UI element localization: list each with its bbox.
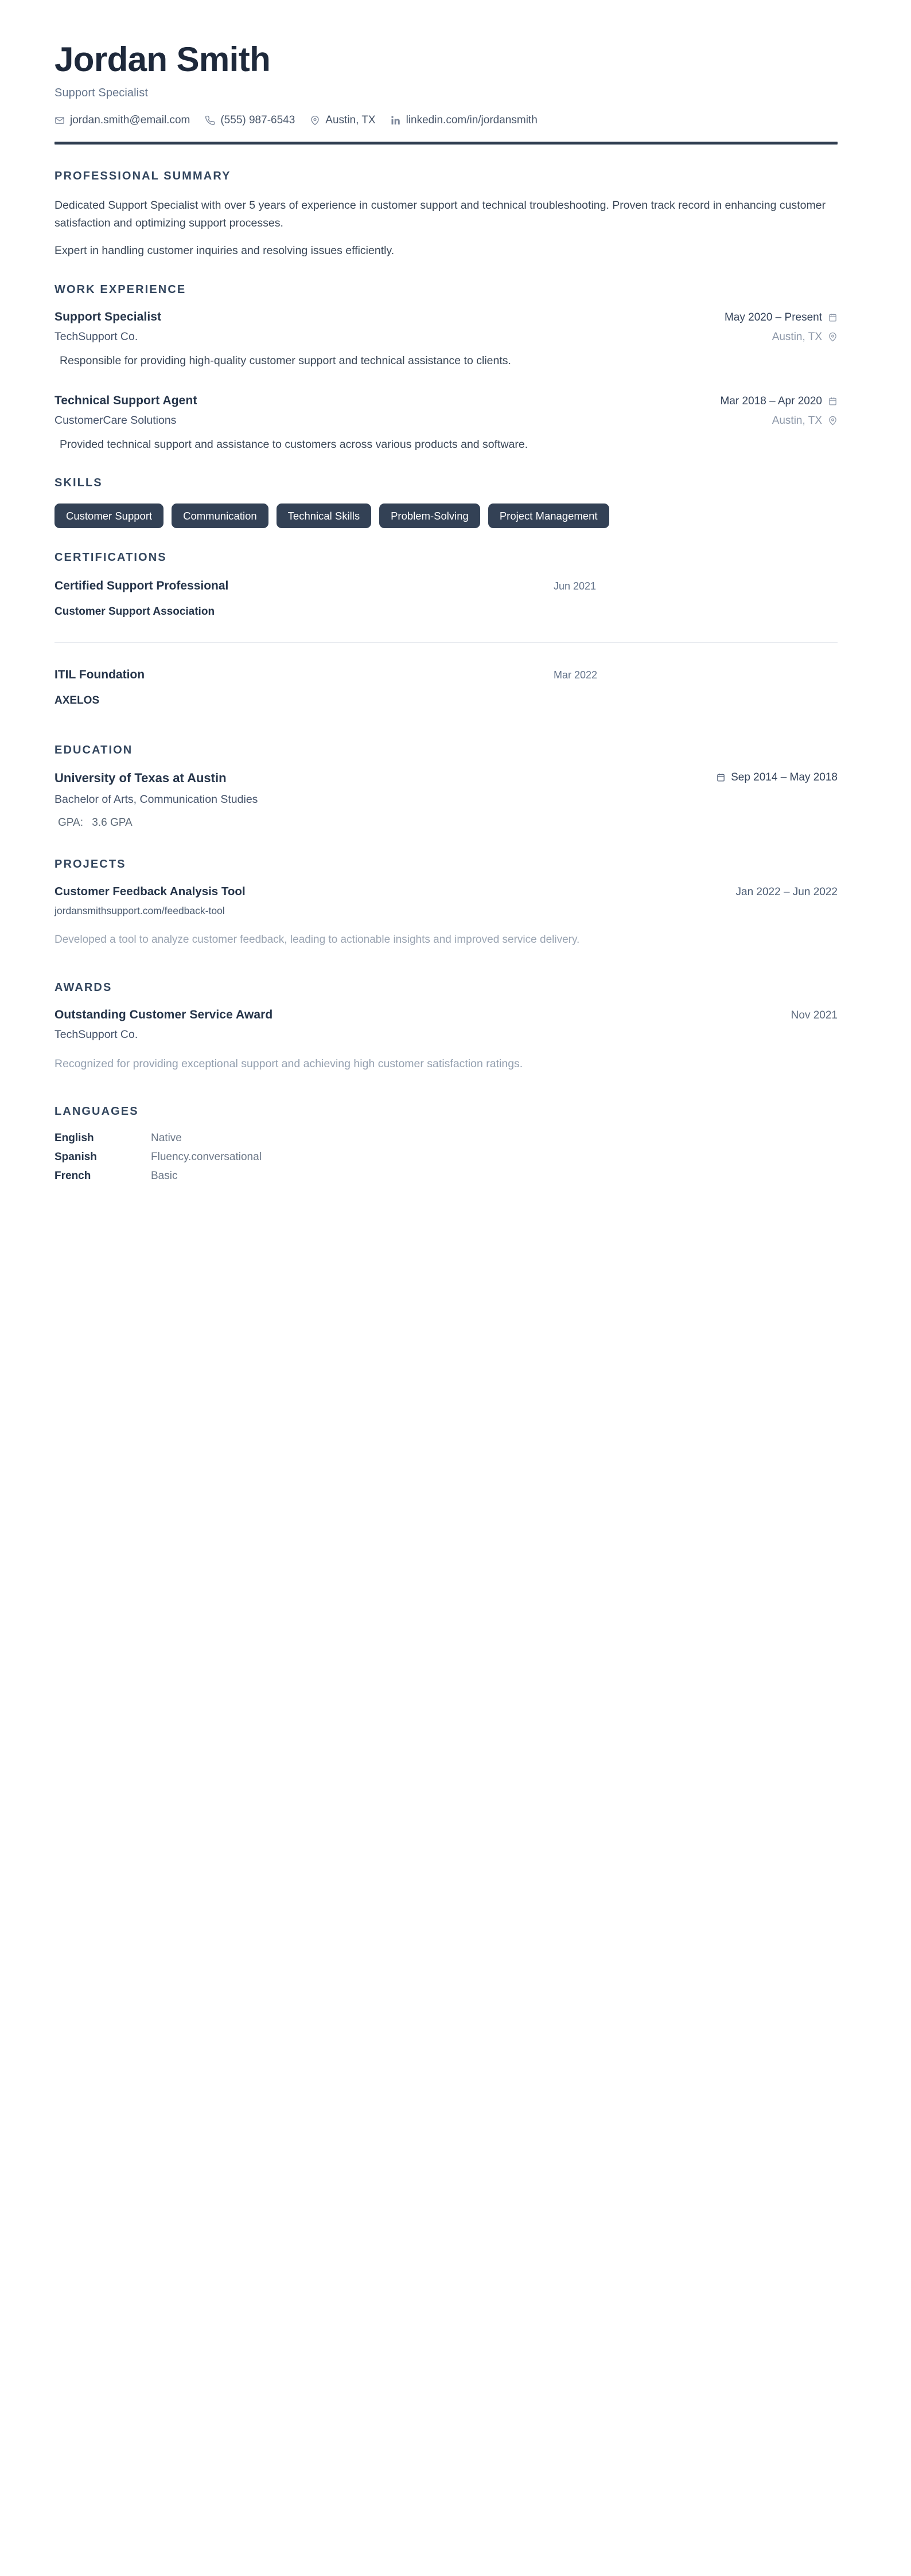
certification-date: Mar 2022 <box>554 669 598 681</box>
work-job-title: Support Specialist <box>54 310 162 323</box>
certification-issuer: Customer Support Association <box>54 606 215 618</box>
certification-name: Certified Support Professional <box>54 579 229 593</box>
skill-tag: Customer Support <box>54 504 163 528</box>
section-certifications <box>54 551 838 708</box>
certification-entry <box>54 578 838 619</box>
work-dates <box>721 395 838 408</box>
section-education <box>54 744 838 829</box>
work-job-title: Technical Support Agent <box>54 393 197 407</box>
certification-name: ITIL Foundation <box>54 668 145 682</box>
section-heading-summary: PROFESSIONAL SUMMARY <box>54 169 231 182</box>
award-issuer: TechSupport Co. <box>54 1028 138 1041</box>
work-entry-subheader <box>54 324 838 344</box>
award-entry <box>54 1008 838 1073</box>
calendar-icon <box>828 313 838 322</box>
project-entry <box>54 885 838 949</box>
contact-location-text: Austin, TX <box>325 114 376 126</box>
award-name: Outstanding Customer Service Award <box>54 1008 273 1021</box>
candidate-name: Jordan Smith <box>54 40 271 79</box>
skill-tag: Problem-Solving <box>379 504 480 528</box>
language-name: Spanish <box>54 1151 97 1164</box>
location-pin-icon <box>310 115 320 126</box>
section-awards <box>54 981 838 1073</box>
contact-phone[interactable] <box>205 114 295 127</box>
calendar-icon <box>828 396 838 406</box>
education-entry <box>54 771 838 829</box>
project-name: Customer Feedback Analysis Tool <box>54 885 246 899</box>
linkedin-icon <box>391 115 401 126</box>
award-description: Recognized for providing exceptional support and achieving high customer satisfaction ratings. <box>54 1057 523 1070</box>
education-header <box>54 771 838 786</box>
work-dates-text: May 2020 – Present <box>724 311 822 323</box>
work-location-text: Austin, TX <box>772 330 822 343</box>
section-heading-languages: LANGUAGES <box>54 1105 139 1118</box>
certification-header <box>54 668 838 682</box>
skill-tag: Technical Skills <box>277 504 371 528</box>
work-entry <box>54 394 838 454</box>
certification-issuer: AXELOS <box>54 694 100 707</box>
section-languages <box>54 1105 838 1182</box>
candidate-job-title: Support Specialist <box>54 86 149 99</box>
header-divider <box>54 142 838 145</box>
resume-header <box>54 41 838 147</box>
location-pin-icon <box>828 332 838 342</box>
education-gpa <box>54 817 838 829</box>
calendar-icon <box>716 772 726 782</box>
work-location-text: Austin, TX <box>772 414 822 427</box>
project-header <box>54 885 838 899</box>
section-projects <box>54 858 838 949</box>
project-link[interactable]: jordansmithsupport.com/feedback-tool <box>54 905 225 917</box>
work-entry <box>54 310 838 370</box>
languages-list <box>54 1132 838 1182</box>
language-name: English <box>54 1132 94 1145</box>
page-bottom-whitespace <box>54 1182 838 1859</box>
education-degree: Bachelor of Arts, Communication Studies <box>54 793 258 806</box>
award-date <box>791 1009 838 1022</box>
language-row <box>54 1170 838 1182</box>
work-entry-header <box>54 394 838 408</box>
contact-linkedin-text: linkedin.com/in/jordansmith <box>406 114 538 126</box>
contact-email-text: jordan.smith@email.com <box>70 114 190 126</box>
education-dates-text: Sep 2014 – May 2018 <box>731 771 838 783</box>
summary-paragraph: Dedicated Support Specialist with over 5 years of experience in customer support and technical troubleshooting. Proven track record in enhancing customer satisfaction and optimizing support processes. <box>54 198 826 230</box>
mail-icon <box>54 115 65 126</box>
work-description: Provided technical support and assistance to customers across various products and software. <box>60 438 528 451</box>
contact-email[interactable] <box>54 114 190 127</box>
section-heading-education: EDUCATION <box>54 744 133 757</box>
work-dates-text: Mar 2018 – Apr 2020 <box>720 395 822 407</box>
section-heading-skills: SKILLS <box>54 476 103 489</box>
language-level: Basic <box>151 1170 178 1182</box>
education-dates <box>716 771 838 784</box>
work-location <box>772 331 838 344</box>
skill-tag: Communication <box>172 504 268 528</box>
summary-paragraph: Expert in handling customer inquiries and resolving issues efficiently. <box>54 244 395 257</box>
work-company: TechSupport Co. <box>54 330 138 343</box>
work-location <box>772 415 838 427</box>
skill-tag: Project Management <box>488 504 609 528</box>
work-entry-header <box>54 310 838 324</box>
section-heading-work: WORK EXPERIENCE <box>54 283 186 296</box>
project-dates: Jan 2022 – Jun 2022 <box>735 886 838 899</box>
section-heading-certifications: CERTIFICATIONS <box>54 551 167 564</box>
location-pin-icon <box>828 416 838 426</box>
section-skills <box>54 477 838 528</box>
certification-divider <box>54 642 838 643</box>
contact-linkedin[interactable] <box>391 114 538 127</box>
certification-entry <box>54 667 838 708</box>
award-header <box>54 1008 838 1022</box>
language-row <box>54 1151 838 1164</box>
contact-phone-text: (555) 987-6543 <box>220 114 295 126</box>
work-company: CustomerCare Solutions <box>54 413 177 427</box>
section-work-experience <box>54 283 838 454</box>
language-level: Fluency.conversational <box>151 1151 262 1164</box>
language-name: French <box>54 1170 91 1182</box>
section-professional-summary <box>54 170 838 260</box>
work-description: Responsible for providing high-quality customer support and technical assistance to clients. <box>60 354 511 367</box>
project-description: Developed a tool to analyze customer feedback, leading to actionable insights and improved service delivery. <box>54 934 580 946</box>
work-dates <box>725 311 838 324</box>
award-date-text: Nov 2021 <box>791 1009 838 1021</box>
section-heading-projects: PROJECTS <box>54 858 126 871</box>
contact-info-row <box>54 114 838 127</box>
language-row <box>54 1132 838 1145</box>
work-entry-subheader <box>54 408 838 427</box>
skills-tag-list <box>54 504 838 528</box>
certification-date: Jun 2021 <box>554 580 597 592</box>
education-school: University of Texas at Austin <box>54 771 227 786</box>
education-gpa-value: 3.6 GPA <box>92 817 133 829</box>
certification-header <box>54 579 838 593</box>
language-level: Native <box>151 1132 182 1145</box>
contact-location <box>310 114 375 127</box>
phone-icon <box>205 115 215 126</box>
section-heading-awards: AWARDS <box>54 981 112 994</box>
education-gpa-label: GPA: <box>58 817 83 829</box>
